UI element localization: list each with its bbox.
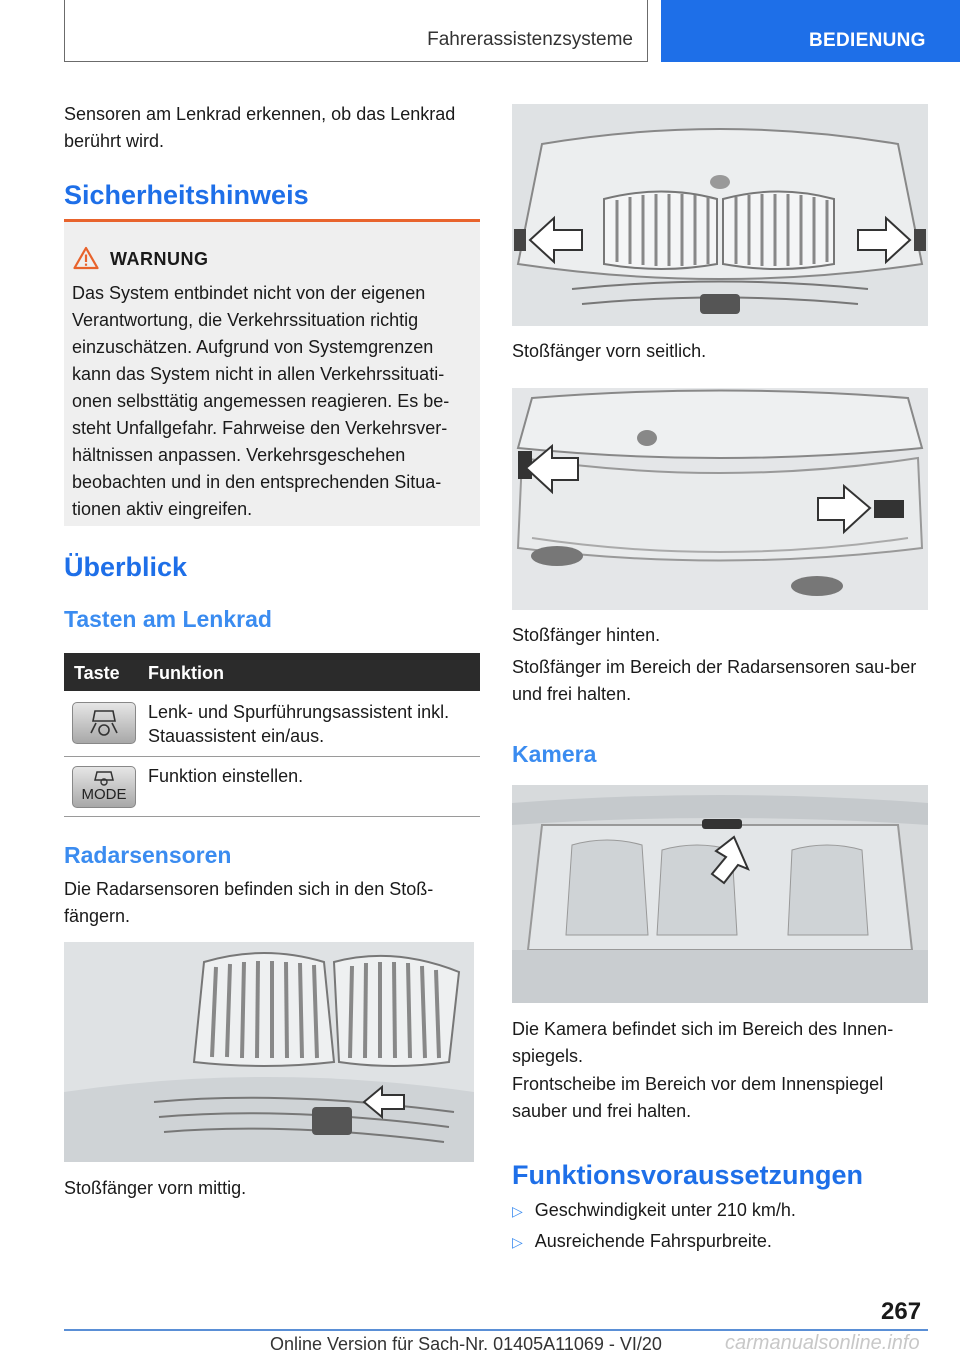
table-row-divider bbox=[64, 756, 480, 757]
radar-text: Die Radarsensoren befinden sich in den Stoß‐fängern. bbox=[64, 879, 434, 926]
camera-heading: Kamera bbox=[512, 741, 597, 767]
header-chapter-tab bbox=[661, 0, 960, 62]
overview-heading: Überblick bbox=[64, 552, 188, 582]
prerequisites-heading: Funktionsvoraussetzungen bbox=[512, 1160, 864, 1190]
warning-triangle-icon bbox=[73, 246, 99, 270]
caption-front-center: Stoßfänger vorn mittig. bbox=[64, 1178, 247, 1198]
camera-text-1: Die Kamera befindet sich im Bereich des Innen‐spiegels. bbox=[512, 1019, 894, 1066]
table-header-function: Funktion bbox=[148, 663, 224, 683]
header-section-box bbox=[64, 0, 648, 62]
header-chapter-title: BEDIENUNG bbox=[809, 30, 926, 51]
camera-text-2: Frontscheibe im Bereich vor dem Innenspiegel sauber und frei halten. bbox=[512, 1074, 884, 1121]
table-row-1-function: Lenk- und Spurführungsassistent inkl. Stauassistent ein/aus. bbox=[148, 702, 450, 746]
caption-front-side: Stoßfänger vorn seitlich. bbox=[512, 341, 707, 361]
buttons-heading: Tasten am Lenkrad bbox=[64, 606, 272, 632]
footer-online-version: Online Version für Sach-Nr. 01405A11069 - VI/20 bbox=[270, 1334, 662, 1354]
list-item bbox=[512, 1231, 772, 1252]
header-section-title: Fahrerassistenzsysteme bbox=[427, 29, 633, 50]
watermark-logo: carmanualsonline.info bbox=[725, 1332, 920, 1354]
warning-text: Das System entbindet nicht von der eigenen Verantwortung, die Verkehrssituation richtig einzuschätzen. Aufgrund von Systemgrenzen kann das System nicht in allen Verkehrssituati‐onen selbsttätig angemessen reagieren. Es be‐steht Unfallgefahr. Fahrweise den Verkehrsver‐hältnissen anpassen. Verkehrsgeschehen beobachten und in den entsprechenden Situa‐tionen aktiv eingreifen. bbox=[72, 283, 450, 519]
camera-interior-image bbox=[512, 785, 928, 1003]
radar-heading: Radarsensoren bbox=[64, 842, 232, 868]
front-bumper-center-image bbox=[64, 942, 474, 1162]
caption-rear: Stoßfänger hinten. bbox=[512, 625, 661, 645]
list-item-text: Geschwindigkeit unter 210 km/h. bbox=[534, 1200, 796, 1220]
intro-text: Sensoren am Lenkrad erkennen, ob das Lenkrad berührt wird. bbox=[64, 104, 456, 151]
footer-divider bbox=[64, 1329, 928, 1331]
steering-assist-icon bbox=[72, 702, 136, 744]
mode-key-label: MODE bbox=[81, 786, 127, 803]
table-row-2-function: Funktion einstellen. bbox=[148, 766, 304, 786]
list-item bbox=[512, 1200, 796, 1221]
rear-text: Stoßfänger im Bereich der Radarsensoren sau‐ber und frei halten. bbox=[512, 657, 917, 704]
table-header bbox=[64, 653, 480, 691]
rear-bumper-image bbox=[512, 388, 928, 610]
warning-title: WARNUNG bbox=[110, 249, 209, 269]
table-header-key: Taste bbox=[74, 663, 120, 683]
table-bottom-divider bbox=[64, 816, 480, 817]
bullet-triangle-icon: ▷ bbox=[512, 1234, 523, 1250]
front-bumper-side-image bbox=[512, 104, 928, 326]
list-item-text: Ausreichende Fahrspurbreite. bbox=[534, 1231, 772, 1251]
mode-button-icon bbox=[72, 766, 136, 808]
page-number: 267 bbox=[881, 1298, 922, 1325]
safety-heading: Sicherheitshinweis bbox=[64, 180, 309, 210]
bullet-triangle-icon: ▷ bbox=[512, 1203, 523, 1219]
